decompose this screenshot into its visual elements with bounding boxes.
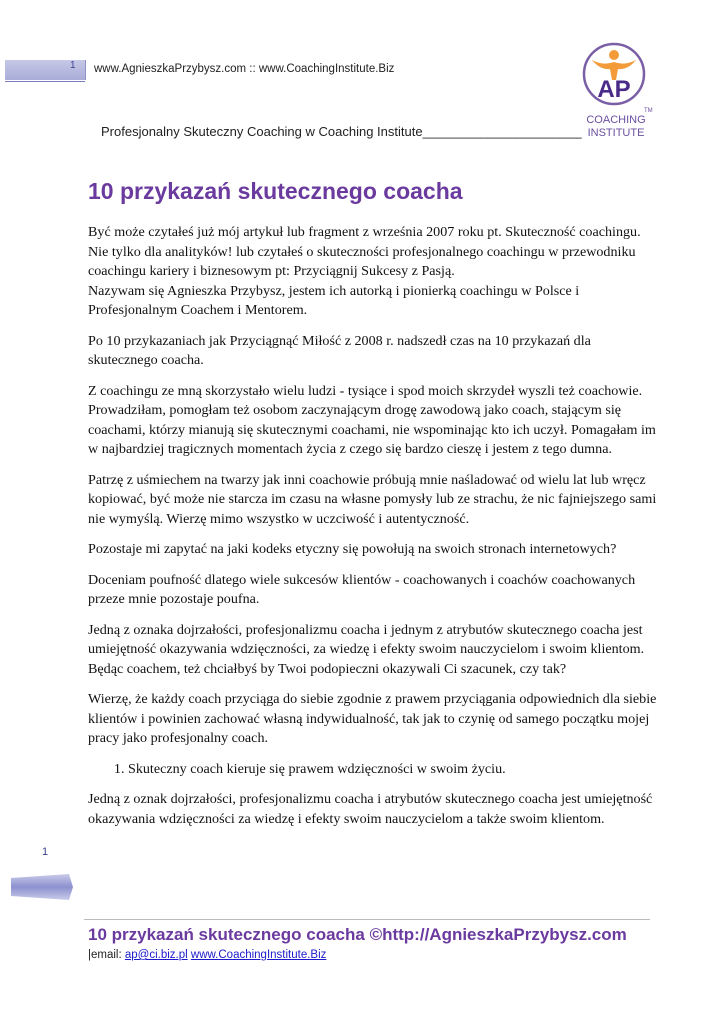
paragraph: Jedną z oznaka dojrzałości, profesjonalizmu coacha i jednym z atrybutów skutecznego coacha jest umiejętność okazywania wdzięczności, za wiedzę i efekty swoim nauczycielom i swoim klientom. Będąc coachem, też chciałbyś by Twoi podopieczni okazywali Ci szacunek, czy tak?	[88, 621, 645, 677]
header-divider	[5, 81, 85, 82]
paragraph	[88, 223, 663, 321]
subheader: Profesjonalny Skuteczny Coaching w Coaching Institute______________________	[101, 124, 582, 139]
paragraph-text: Być może czytałeś już mój artykuł lub fragment z września 2007 roku pt. Skuteczność coachingu. Nie tylko dla analityków! lub czytałeś o skuteczności profesjonalnego coachingu w przewodniku coachingu kariery i biznesowym pt: Przyciągnij Sukcesy z Pasją.	[88, 224, 641, 279]
paragraph: Z coachingu ze mną skorzystało wielu ludzi - tysiące i spod moich skrzydeł wyszli też coachowie. Prowadziłam, pomogłam też osobom zaczynającym drogę zawodową jako coach, stającym się coachami, którzy mianują się skutecznymi coachami, nie wspominając kto ich uczył. Pomagałam im w najbardziej tragicznych momentach życia z czego się bardzo cieszę i jestem z tego dumna.	[88, 382, 656, 457]
logo-line-2: INSTITUTE	[587, 127, 645, 139]
footer-email-link[interactable]: ap@ci.biz.pl	[124, 949, 188, 961]
logo-initials: AP	[597, 76, 631, 103]
logo-tm: TM	[644, 108, 653, 114]
paragraph: Patrzę z uśmiechem na twarzy jak inni coachowie próbują mnie naśladować od wielu lat lub wręcz kopiować, być może nie starcza im czasu na własne pomysły lub ze strachu, że nic fajniejszego sami nie wymyślą. Wierzę mimo wszystko w uczciwość i autentyczność.	[88, 471, 657, 527]
footer-title: 10 przykazań skutecznego coacha ©http://AgnieszkaPrzybysz.com	[88, 925, 627, 944]
logo-line-1: COACHING	[586, 114, 646, 126]
footer-divider	[84, 919, 650, 920]
footer-website-link[interactable]: www.CoachingInstitute.Biz	[190, 949, 327, 961]
coaching-institute-logo	[578, 40, 654, 140]
header-urls: www.AgnieszkaPrzybysz.com :: www.CoachingInstitute.Biz	[94, 63, 395, 75]
paragraph-text: Nazywam się Agnieszka Przybysz, jestem ich autorką i pionierką coachingu w Polsce i Profesjonalnym Coachem i Mentorem.	[88, 282, 580, 318]
document-body	[88, 223, 663, 840]
footer-email-label: |email:	[88, 949, 122, 961]
footer-contact	[88, 949, 326, 961]
list-item: 1. Skuteczny coach kieruje się prawem wdzięczności w swoim życiu.	[128, 760, 663, 780]
paragraph: Pozostaje mi zapytać na jaki kodeks etyczny się powołują na swoich stronach internetowych?	[88, 541, 617, 557]
side-page-tab	[9, 872, 75, 902]
side-page-number: 1	[42, 846, 49, 858]
header-page-number: 1	[70, 60, 76, 71]
document-title: 10 przykazań skutecznego coacha	[88, 178, 463, 204]
paragraph: Wierzę, że każdy coach przyciąga do siebie zgodnie z prawem przyciągania odpowiednich dla siebie klientów i powinien zachować własną indywidualność, tak jak to czynię od samego początku mojej pracy jako profesjonalny coach.	[88, 691, 657, 746]
paragraph: Doceniam poufność dlatego wiele sukcesów klientów - coachowanych i coachów coachowanych przeze mnie pozostaje poufna.	[88, 571, 636, 607]
commandments-list	[88, 760, 663, 780]
paragraph: Jedną z oznak dojrzałości, profesjonalizmu coacha i atrybutów skutecznego coacha jest umiejętność okazywania wdzięczności za wiedzę i efekty swoim nauczycielom a także swoim klientom.	[88, 791, 653, 827]
paragraph: Po 10 przykazaniach jak Przyciągnąć Miłość z 2008 r. nadszedł czas na 10 przykazań dla skutecznego coacha.	[88, 332, 591, 368]
